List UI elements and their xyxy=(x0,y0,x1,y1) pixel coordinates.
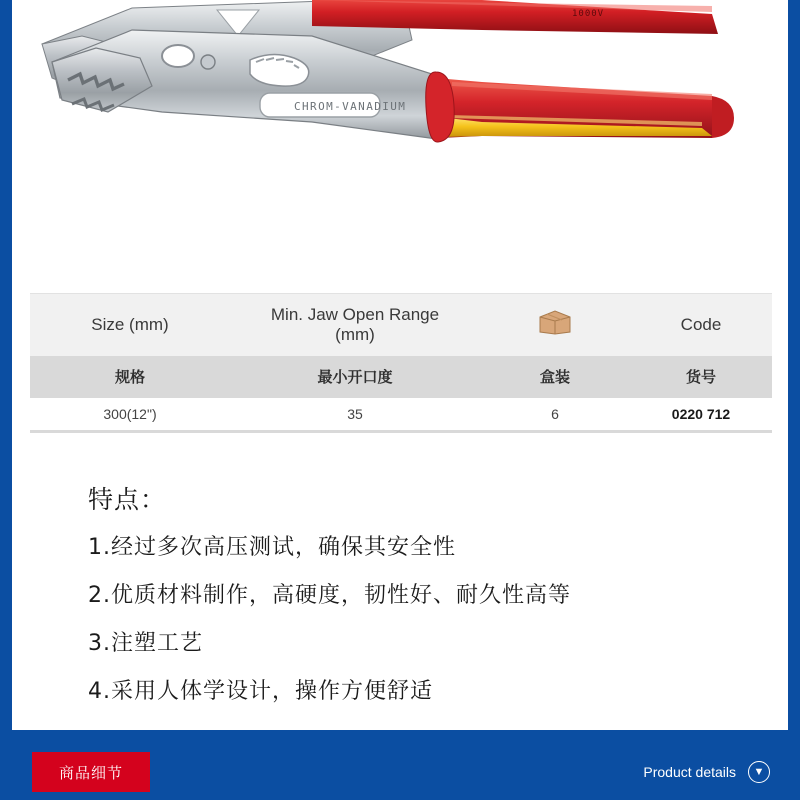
left-blue-edge-bar xyxy=(0,0,12,730)
header-box-cn: 盒装 xyxy=(480,356,630,398)
header-size-en: Size (mm) xyxy=(30,294,230,356)
chevron-down-icon[interactable]: ▼ xyxy=(748,761,770,783)
box-icon xyxy=(538,309,572,335)
product-image xyxy=(12,0,788,285)
table-row xyxy=(30,398,772,432)
header-box-en xyxy=(480,294,630,356)
cell-code: 0220 712 xyxy=(630,398,772,432)
tab-product-details-cn[interactable]: 商品细节 xyxy=(32,752,150,792)
features-section xyxy=(88,480,748,722)
features-title: 特点： xyxy=(88,485,167,514)
tab-product-details-en[interactable]: Product details xyxy=(643,764,736,780)
feature-item-2: 2.优质材料制作，高硬度，韧性好、耐久性高等 xyxy=(88,583,571,608)
svg-text:1000V: 1000V xyxy=(572,9,605,19)
table-header-row-cn xyxy=(30,356,772,398)
header-range-cn: 最小开口度 xyxy=(230,356,480,398)
cell-range: 35 xyxy=(230,398,480,432)
right-blue-edge-bar xyxy=(788,0,800,730)
header-range-en xyxy=(230,294,480,356)
table-header-row-en xyxy=(30,294,772,356)
header-range-line2: (mm) xyxy=(335,324,375,344)
header-size-cn: 规格 xyxy=(30,356,230,398)
feature-item-4: 4.采用人体学设计，操作方便舒适 xyxy=(88,679,433,704)
svg-text:CHROM-VANADIUM: CHROM-VANADIUM xyxy=(294,100,407,113)
header-code-en: Code xyxy=(630,294,772,356)
cell-box: 6 xyxy=(480,398,630,432)
header-range-line1: Min. Jaw Open Range xyxy=(270,304,440,324)
footer-top-strip xyxy=(0,730,800,752)
header-code-cn: 货号 xyxy=(630,356,772,398)
feature-item-3: 3.注塑工艺 xyxy=(88,631,203,656)
feature-item-1: 1.经过多次高压测试，确保其安全性 xyxy=(88,535,456,560)
spec-table xyxy=(30,293,772,433)
cell-size: 300(12") xyxy=(30,398,230,432)
